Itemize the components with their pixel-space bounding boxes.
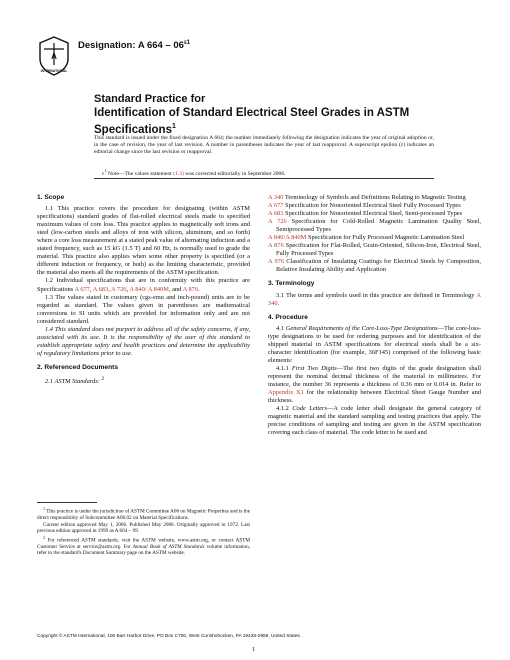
astm-logo-icon [37, 35, 71, 77]
footnotes [37, 506, 250, 557]
footnote-divider [37, 502, 97, 503]
header-divider [94, 178, 434, 179]
ref-a876-link[interactable]: A 876 [182, 285, 199, 293]
referenced-heading: 2. Referenced Documents [37, 363, 118, 371]
referenced-2-1: 2.1 ASTM Standards: $^2$ [45, 375, 105, 386]
scope-heading: 1. Scope [37, 194, 65, 201]
title-line1: Standard Practice for [94, 93, 206, 105]
ref-code-link[interactable]: A 726 [268, 218, 287, 226]
ref-a726-link[interactable]: A 726 [111, 285, 127, 293]
procedure-4-1-1: 4.1.1 First Two Digits—The first two digits of the grade designation shall represent the nominal decimal thickness of the material in millimetres. For instance, the number 36 represents a thickness of 0.36 mm or 0.014 in. Refer to Appendix X1 for the relationship between Electrical Sheet Gauge Number and thickness. [268, 364, 481, 405]
scope-1-3: 1.3 The values stated in customary (cgs-emu and inch-pound) units are to be regarded as standard. The values given in parentheses are mathematical conversions to SI units which are provided for information only and are not considered standard. [37, 293, 250, 325]
page-number: 1 [252, 646, 256, 653]
footnote-1b: Current edition approved May 1, 2006. Published May 2006. Originally approved in 1972. Last previous edition approved in 1999 as A 664 – 99. [37, 521, 250, 535]
values-statement-link[interactable]: (1.3) [173, 170, 184, 177]
svg-text:A: A [51, 52, 57, 61]
appendix-x1-link[interactable]: Appendix X1 [268, 389, 304, 397]
scope-1-1: 1.1 This practice covers the procedure for designating (within ASTM specifications) standard grades of flat-rolled electrical steels made to specified maximum values of core loss. This practice applies to magnetically soft irons and steel (low-carbon steels and alloys of iron with silicon, aluminum, and so forth) where a core loss measurement at a stated peak value of alternating induction and a stated frequency, such as 15 kG (1.5 T) and 60 Hz, is normally used to grade the material. This practice also applies when some other property is specified (or a different induction or frequency, or both) as the limiting characteristic, provided the material also meets all the requirements of the ASTM specification. [37, 205, 250, 277]
ref-a683-link[interactable]: A 683 [92, 285, 109, 293]
list-item: A 976 Classification of Insulating Coatings for Electrical Steels by Composition, Relative Insulating Ability and Application [268, 258, 481, 274]
logo-text: INTERNATIONAL [40, 69, 68, 73]
procedure-4-1: 4.1 General Requirements of the Core-Loss-Type Designations—The core-loss-type designations to be used for ordering purposes and for identification of the shipped material in ASTM specifications for electrical steels shall be a six-character identification (for example, 36F145) comprised of the following basic elements: [268, 324, 481, 364]
right-column [268, 194, 481, 437]
list-item: A 683 Specification for Nonoriented Electrical Steel, Semi-processed Types [268, 210, 463, 218]
reference-list [268, 194, 481, 274]
scope-1-2: 1.2 Individual specifications that are in conformity with this practice are Specifications A 677, A 683, A 726, A 840/ A 840M, and A 876. [37, 277, 250, 293]
list-item: A 677 Specification for Nonoriented Electrical Steel Fully Processed Types [268, 202, 461, 210]
ref-a340-link[interactable]: A 340 [268, 291, 481, 307]
list-item: A 726 Specification for Cold-Rolled Magnetic Lamination Quality Steel, Semiprocessed Types [268, 218, 481, 234]
procedure-heading: 4. Procedure [268, 313, 308, 321]
footnote-2: $^2$ For referenced ASTM standards, visit the ASTM website, www.astm.org, or contact ASTM Customer Service at service@astm.org. For Annual Book of ASTM Standards volume information, refer to the standard's Document Summary page on the ASTM website. [37, 534, 251, 557]
issuance-note: This standard is issued under the fixed designation A 664; the number immediately following the designation indicates the year of original adoption or, in the case of revision, the year of last revision. A number in parentheses indicates the year of last reapproval. A superscript epsilon (ε) indicates an editorial change since the last revision or reapproval. [94, 135, 434, 156]
copyright: Copyright © ASTM International, 100 Barr Harbor Drive, PO Box C700, West Conshohocken, PA 19428-2959, United States. [37, 634, 302, 639]
epsilon-note: $\varepsilon^1$ Note—The values statement (1.3) was corrected editorially in September 2006. [102, 168, 286, 177]
ref-code-link[interactable]: A 340 [268, 194, 284, 201]
list-item: A 840/A 840M Specification for Fully Processed Magnetic Lamination Steel [268, 234, 465, 242]
footnote-1: $^1$ This practice is under the jurisdiction of ASTM Committee A06 on Magnetic Properties and is the direct responsibility of Subcommittee A06.02 on Material Specifications. [37, 506, 250, 522]
ref-code-link[interactable]: A 976 [268, 258, 285, 266]
title-line3: Specifications$^1$ [94, 123, 176, 136]
page-title [94, 92, 434, 137]
list-item: A 340 Terminology of Symbols and Definitions Relating to Magnetic Testing [268, 194, 466, 201]
designation: Designation: A $664 - 06^{\varepsilon 1}$ [78, 40, 191, 52]
list-item: A 876 Specification for Flat-Rolled, Grain-Oriented, Silicon-Iron, Electrical Steel, Fully Processed Types [268, 242, 481, 258]
ref-code-link[interactable]: A 677 [268, 202, 284, 210]
ref-code-link[interactable]: A 683 [268, 210, 284, 218]
ref-a677-link[interactable]: A 677 [74, 285, 90, 293]
procedure-4-1-2: 4.1.2 Code Letters—A code letter shall designate the general category of magnetic material and the standard sampling and testing practices that apply. The precise conditions of sampling and testing are given in the ASTM specification covering each class of material. The code letter to be used and [268, 405, 481, 437]
ref-code-link[interactable]: A 876 [268, 242, 284, 250]
scope-1-4: 1.4 This standard does not purport to address all of the safety concerns, if any, associated with its use. It is the responsibility of the user of this standard to establish appropriate safety and health practices and determine the applicability of regulatory limitations prior to use. [37, 325, 250, 357]
ref-a840-link[interactable]: A 840/ A 840M [129, 285, 169, 293]
terminology-heading: 3. Terminology [268, 280, 315, 288]
title-line2: Identification of Standard Electrical Steel Grades in ASTM [94, 107, 410, 119]
terminology-3-1: 3.1 The terms and symbols used in this practice are defined in Terminology A 340. [268, 291, 481, 307]
left-column [37, 194, 250, 386]
ref-code-link[interactable]: A 840/A 840M [268, 234, 307, 242]
